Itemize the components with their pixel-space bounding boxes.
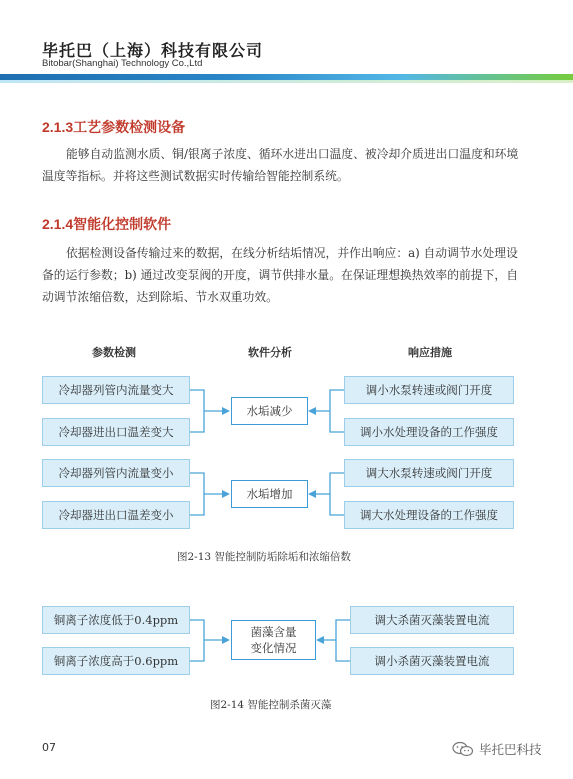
- section-body-2-1-4: 依据检测设备传输过来的数据，在线分析结垢情况，并作出响应：a) 自动调节水处理设备的运行参数；b) 通过改变泵阀的开度，调节供排水量。在保证理想换热效率的前提下，自动调节浓缩倍数，达到除垢、节水双重功效。: [42, 246, 518, 304]
- page-number: 07: [42, 741, 56, 754]
- column-header-response: 响应措施: [408, 346, 452, 359]
- analysis-box: [231, 620, 316, 660]
- company-name-cn: 毕托巴（上海）科技有限公司: [42, 41, 264, 60]
- response-box: 调小水处理设备的工作强度: [344, 418, 514, 446]
- wechat-icon: [452, 741, 474, 757]
- analysis-line: 变化情况: [250, 641, 297, 655]
- column-header-detection: 参数检测: [92, 346, 136, 359]
- response-box: 调小杀菌灭藻装置电流: [350, 647, 514, 675]
- input-box: 冷却器进出口温差变小: [42, 501, 190, 529]
- column-header-analysis: 软件分析: [248, 346, 292, 359]
- section-title-2-1-3: 2.1.3工艺参数检测设备: [42, 119, 186, 135]
- input-box: 冷却器列管内流量变小: [42, 459, 190, 487]
- response-box: 调大水泵转速或阀门开度: [344, 459, 514, 487]
- analysis-line: 菌藻含量: [250, 625, 297, 639]
- input-box: 冷却器列管内流量变大: [42, 376, 190, 404]
- section-body-2-1-3: 能够自动监测水质、铜/银离子浓度、循环水进出口温度、被冷却介质进出口温度和环境温度等指标。并将这些测试数据实时传输给智能控制系统。: [42, 147, 519, 183]
- input-box: 铜离子浓度低于0.4ppm: [42, 606, 190, 634]
- response-box: 调大杀菌灭藻装置电流: [350, 606, 514, 634]
- footer-brand-text: 毕托巴科技: [479, 742, 542, 757]
- footer-brand: [452, 740, 542, 758]
- input-box: 铜离子浓度高于0.6ppm: [42, 647, 190, 675]
- figure-caption-2-14: 图2-14 智能控制杀菌灭藻: [210, 699, 332, 711]
- response-box: 调大水处理设备的工作强度: [344, 501, 514, 529]
- analysis-box: 水垢减少: [231, 397, 308, 425]
- input-box: 冷却器进出口温差变大: [42, 418, 190, 446]
- section-title-2-1-4: 2.1.4智能化控制软件: [42, 216, 172, 232]
- company-name-en: Bitobar(Shanghai) Technology Co.,Ltd: [42, 58, 203, 69]
- figure-caption-2-13: 图2-13 智能控制防垢除垢和浓缩倍数: [177, 551, 351, 563]
- response-box: 调小水泵转速或阀门开度: [344, 376, 514, 404]
- analysis-box: 水垢增加: [231, 480, 308, 508]
